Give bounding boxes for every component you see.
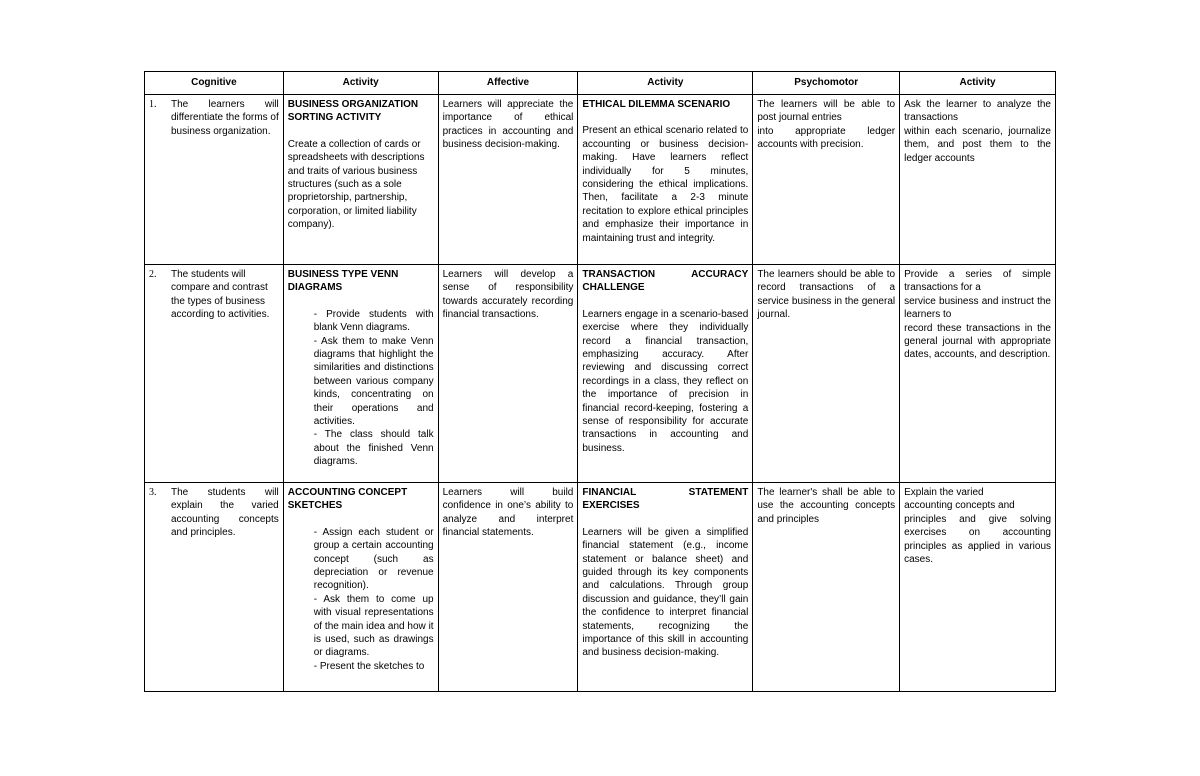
activity-cell xyxy=(900,483,1056,692)
lesson-plan-table xyxy=(144,71,1056,692)
affective-text: Learners will develop a sense of responsibility towards accurately recording financial transactions. xyxy=(442,269,574,321)
affective-cell xyxy=(438,95,578,265)
activity-list-item: - The class should talk about the finished Venn diagrams. xyxy=(313,429,434,468)
header-affective: Affective xyxy=(438,72,578,95)
activity-cell xyxy=(578,483,753,692)
activity-list-item: - Present the sketches to xyxy=(313,660,425,672)
cognitive-cell xyxy=(145,265,284,483)
psychomotor-text: The learners should be able to record transactions of a service business in the general journal. xyxy=(757,269,896,321)
activity-cell xyxy=(578,95,753,265)
activity-cell xyxy=(283,265,438,483)
activity-text: Provide a series of simple transactions for a service business and instruct the learners to record these transactions in the general journal with appropriate dates, accounts, and description. xyxy=(904,269,1051,361)
activity-title: BUSINESS ORGANIZATION SORTING ACTIVITY xyxy=(287,99,419,124)
activity-title: TRANSACTION ACCURACY CHALLENGE xyxy=(582,269,749,294)
table-row xyxy=(145,483,1056,692)
cognitive-cell xyxy=(145,483,284,692)
activity-text: Ask the learner to analyze the transactions within each scenario, journalize them, and post them to the ledger accounts xyxy=(904,99,1051,164)
psychomotor-cell xyxy=(753,265,900,483)
cognitive-cell xyxy=(145,95,284,265)
table-row xyxy=(145,95,1056,265)
cognitive-text: The learners will differentiate the forms of business organization. xyxy=(171,99,279,137)
row-number: 2. xyxy=(149,269,157,280)
cognitive-text: The students will explain the varied accounting concepts and principles. xyxy=(171,487,279,539)
activity-text: Learners engage in a scenario-based exercise where they individually record a financial transaction, emphasizing accuracy. After reviewing and discussing correct recordings in a class, they reflect on the importance of precision in financial record-keeping, fostering a sense of responsibility for accurate transactions in accounting and business. xyxy=(582,308,749,454)
affective-cell xyxy=(438,265,578,483)
activity-list-item: - Provide students with blank Venn diagrams. xyxy=(313,308,434,334)
header-activity-1: Activity xyxy=(283,72,438,95)
activity-title: ETHICAL DILEMMA SCENARIO xyxy=(582,99,731,110)
header-row xyxy=(145,72,1056,95)
activity-text: Present an ethical scenario related to accounting or business decision-making. Have learners reflect individually for 5 minutes, considering the ethical implications. Then, facilitate a 2-3 minute recitation to explore ethical principles and emphasize their importance in maintaining trust and integrity. xyxy=(582,125,749,244)
activity-title: FINANCIAL STATEMENT EXERCISES xyxy=(582,487,749,512)
psychomotor-text: The learner's shall be able to use the accounting concepts and principles xyxy=(757,487,896,525)
row-number: 3. xyxy=(149,487,157,498)
activity-list-item: - Ask them to come up with visual representations of the main idea and how it is used, such as drawings or diagrams. xyxy=(313,593,434,659)
psychomotor-cell xyxy=(753,95,900,265)
activity-title: ACCOUNTING CONCEPT SKETCHES xyxy=(287,487,408,512)
psychomotor-text: The learners will be able to post journal entries into appropriate ledger accounts with precision. xyxy=(757,99,896,151)
cognitive-text: The students will compare and contrast the types of business according to activities. xyxy=(171,269,270,321)
row-number: 1. xyxy=(149,99,157,110)
affective-text: Learners will build confidence in one’s ability to analyze and interpret financial statements. xyxy=(442,487,574,539)
table-row xyxy=(145,265,1056,483)
header-psychomotor: Psychomotor xyxy=(753,72,900,95)
activity-cell xyxy=(283,483,438,692)
affective-cell xyxy=(438,483,578,692)
header-activity-3: Activity xyxy=(900,72,1056,95)
activity-cell xyxy=(283,95,438,265)
activity-title: BUSINESS TYPE VENN DIAGRAMS xyxy=(287,269,399,294)
activity-cell xyxy=(900,95,1056,265)
activity-list-item: - Assign each student or group a certain accounting concept (such as depreciation or revenue recognition). xyxy=(313,526,434,592)
activity-text: Explain the varied accounting concepts and principles and give solving exercises on accounting principles as applied in various cases. xyxy=(904,487,1051,566)
activity-text: Learners will be given a simplified financial statement (e.g., income statement or balance sheet) and guided through its key components and calculations. Through group discussion and guidance, they’ll gain the confidence to interpret financial statements, recognizing the importance of this skill in accounting and business decision-making. xyxy=(582,526,749,659)
header-cognitive: Cognitive xyxy=(145,72,284,95)
activity-cell xyxy=(578,265,753,483)
psychomotor-cell xyxy=(753,483,900,692)
header-activity-2: Activity xyxy=(578,72,753,95)
activity-list-item: - Ask them to make Venn diagrams that highlight the similarities and distinctions between various company kinds, concentrating on their operations and activities. xyxy=(313,335,434,428)
affective-text: Learners will appreciate the importance of ethical practices in accounting and business decision-making. xyxy=(442,99,574,151)
activity-text: Create a collection of cards or spreadsheets with descriptions and traits of various business structures (such as a sole proprietorship, partnership, corporation, or limited liability company). xyxy=(287,138,425,231)
activity-cell xyxy=(900,265,1056,483)
